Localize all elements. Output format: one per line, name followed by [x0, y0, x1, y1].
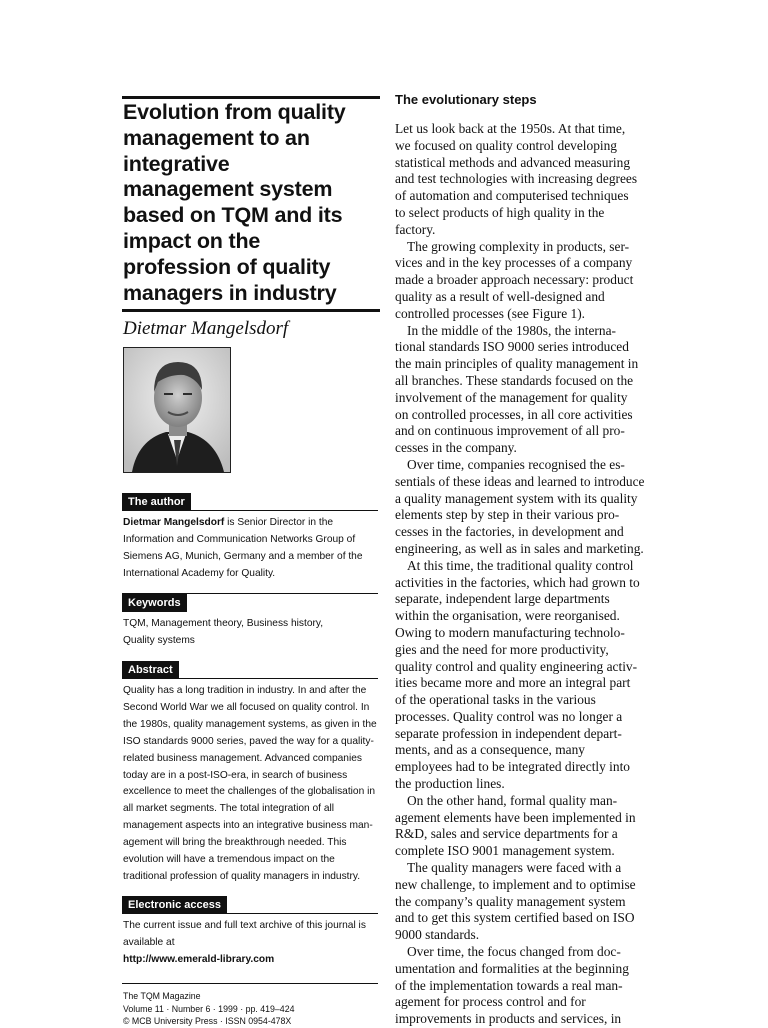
body-line: On the other hand, formal quality man-: [407, 792, 618, 808]
body-paragraph: [395, 239, 651, 323]
body-line: and test technologies with increasing degrees: [395, 171, 638, 187]
body-line: improvements in products and services, in: [395, 1011, 622, 1027]
body-line: employees had to be integrated directly into: [395, 759, 631, 775]
body-line: processes. Quality control was no longer a: [395, 708, 623, 724]
body-line: quality as a result of well-designed and: [395, 288, 605, 304]
title-line: impact on the: [123, 228, 261, 253]
body-line: on controlled processes, in all core activities: [395, 406, 633, 422]
electronic-access-label: Electronic access: [122, 896, 227, 914]
title-line: profession of quality: [123, 254, 331, 279]
body-line: cesses in the factories, in development and: [395, 524, 624, 540]
body-paragraph: [395, 944, 651, 1028]
body-line: quality control and quality engineering activ-: [395, 658, 638, 674]
footer-line: Volume 11 · Number 6 · 1999 · pp. 419–424: [123, 1003, 295, 1014]
body-paragraph: [395, 121, 651, 239]
abstract-line: today are in a post-ISO-era, in search of business: [123, 769, 348, 781]
body-paragraph: [395, 793, 651, 860]
electronic-access-line: The current issue and full text archive of this journal is: [123, 920, 366, 931]
body-line: all branches. These standards focused on the: [395, 372, 634, 388]
author-bio-text: International Academy for Quality.: [123, 567, 276, 579]
body-line: The growing complexity in products, ser-: [407, 238, 630, 254]
title-bottom-rule: [122, 309, 380, 312]
body-line: At this time, the traditional quality control: [407, 557, 634, 573]
footer-rule: [122, 983, 378, 984]
body-line: involvement of the management for quality: [395, 389, 628, 405]
electronic-access-line: available at: [123, 936, 175, 948]
byline: Dietmar Mangelsdorf: [123, 318, 289, 339]
body-paragraph: [395, 860, 651, 944]
body-line: agement for process control and for: [395, 994, 586, 1010]
body-line: the production lines.: [395, 776, 505, 792]
keywords-line: Quality systems: [123, 634, 195, 646]
article-title: [123, 100, 381, 306]
author-bio-text: Information and Communication Networks Group of: [123, 533, 356, 545]
abstract-line: evolution will have a tremendous impact on the: [123, 854, 335, 866]
body-line: activities in the factories, which had grown to: [395, 574, 640, 590]
body-line: engineering, as well as in sales and marketing.: [395, 540, 644, 556]
body-line: sentials of these ideas and learned to introduce: [395, 473, 645, 489]
body-line: umentation and formalities at the beginning: [395, 960, 629, 976]
body-line: complete ISO 9001 management system.: [395, 843, 615, 859]
title-line: Evolution from quality: [123, 100, 346, 124]
abstract-line: agement will bring the breakthrough needed. This: [123, 837, 347, 849]
body-line: The quality managers were faced with a: [407, 860, 622, 876]
body-paragraph: [395, 457, 651, 558]
author-bio-text: Siemens AG, Munich, Germany and a member of the: [123, 550, 363, 562]
body-line: elements step by step in their various pro-: [395, 507, 620, 523]
body-line: agement elements have been implemented in: [395, 809, 636, 825]
body-line: of the operational tasks in the various: [395, 692, 596, 708]
journal-footer: [123, 990, 381, 1028]
title-line: managers in industry: [123, 280, 337, 305]
body-line: ities became more and more an integral part: [395, 675, 631, 691]
author-bio-text: is Senior Director in the: [224, 517, 334, 528]
body-line: separate profession in independent depart-: [395, 725, 622, 741]
body-line: made a broader approach necessary: product: [395, 272, 634, 288]
abstract-label: Abstract: [122, 661, 179, 679]
body-line: controlled processes (see Figure 1).: [395, 305, 586, 321]
body-line: separate, independent large departments: [395, 591, 610, 607]
abstract-line: traditional profession of quality managers in industry.: [123, 870, 361, 882]
electronic-access-text: [123, 918, 381, 969]
abstract-line: excellence to meet the challenges of the globalisation in: [123, 786, 376, 798]
body-line: tional standards ISO 9000 series introduced: [395, 339, 629, 355]
body-line: we focused on quality control developing: [395, 137, 618, 153]
body-line: and to get this system certified based on ISO: [395, 910, 635, 926]
body-line: and on continuous improvement of all pro-: [395, 423, 625, 439]
keywords-text: [123, 616, 381, 650]
body-line: gies and the need for more productivity,: [395, 641, 609, 657]
abstract-line: management aspects into an integrative business man-: [123, 820, 373, 832]
body-line: 9000 standards.: [395, 927, 480, 943]
section-heading: The evolutionary steps: [395, 92, 537, 107]
body-line: the main principles of quality management in: [395, 356, 639, 372]
body-paragraph: [395, 323, 651, 457]
section-body: [395, 121, 651, 1028]
body-line: Owing to modern manufacturing technolo-: [395, 624, 625, 640]
keywords-line: TQM, Management theory, Business history,: [123, 618, 324, 629]
author-bio-name: Dietmar Mangelsdorf: [123, 517, 225, 528]
author-label: The author: [122, 493, 191, 511]
body-line: vices and in the key processes of a company: [395, 255, 633, 271]
journal-url-link[interactable]: http://www.emerald-library.com: [123, 953, 275, 965]
footer-line: The TQM Magazine: [123, 991, 201, 1001]
author-photo: [123, 347, 231, 473]
body-line: R&D, sales and service departments for a: [395, 826, 618, 842]
abstract-line: ISO standards 9000 series, paved the way for a quality-: [123, 735, 374, 747]
keywords-label: Keywords: [122, 594, 187, 612]
author-bio: [123, 515, 381, 583]
title-line: management to an: [123, 125, 310, 150]
body-line: to select products of high quality in the: [395, 204, 605, 220]
title-line: management system: [123, 177, 333, 202]
title-top-rule: [122, 96, 380, 99]
abstract-line: related business management. Advanced companies: [123, 752, 362, 764]
abstract-line: Second World War we all focused on quality control. In: [123, 701, 370, 713]
body-line: cesses in the company.: [395, 440, 517, 456]
body-line: the company’s quality management system: [395, 893, 626, 909]
body-line: Over time, the focus changed from doc-: [407, 944, 621, 960]
body-line: of the implementation towards a real man-: [395, 977, 623, 993]
body-line: In the middle of the 1980s, the interna-: [407, 322, 616, 338]
body-paragraph: [395, 558, 651, 793]
body-line: Over time, companies recognised the es-: [407, 456, 625, 472]
body-line: a quality management system with its quality: [395, 490, 638, 506]
body-line: factory.: [395, 221, 436, 237]
body-line: of automation and computerised techniques: [395, 188, 629, 204]
body-line: statistical methods and advanced measuring: [395, 154, 631, 170]
abstract-line: all market segments. The total integration of all: [123, 803, 335, 815]
body-line: new challenge, to implement and to optimise: [395, 876, 636, 892]
title-line: based on TQM and its: [123, 203, 343, 228]
body-line: ments, and as a consequence, many: [395, 742, 586, 758]
abstract-line: the 1980s, quality management systems, as given in the: [123, 718, 377, 730]
title-line: integrative: [123, 151, 230, 176]
footer-line: © MCB University Press · ISSN 0954-478X: [123, 1016, 292, 1027]
body-line: Let us look back at the 1950s. At that time,: [395, 121, 626, 136]
abstract-line: Quality has a long tradition in industry. In and after the: [123, 685, 367, 696]
body-line: within the organisation, were reorganised.: [395, 608, 620, 624]
abstract-text: [123, 683, 381, 886]
